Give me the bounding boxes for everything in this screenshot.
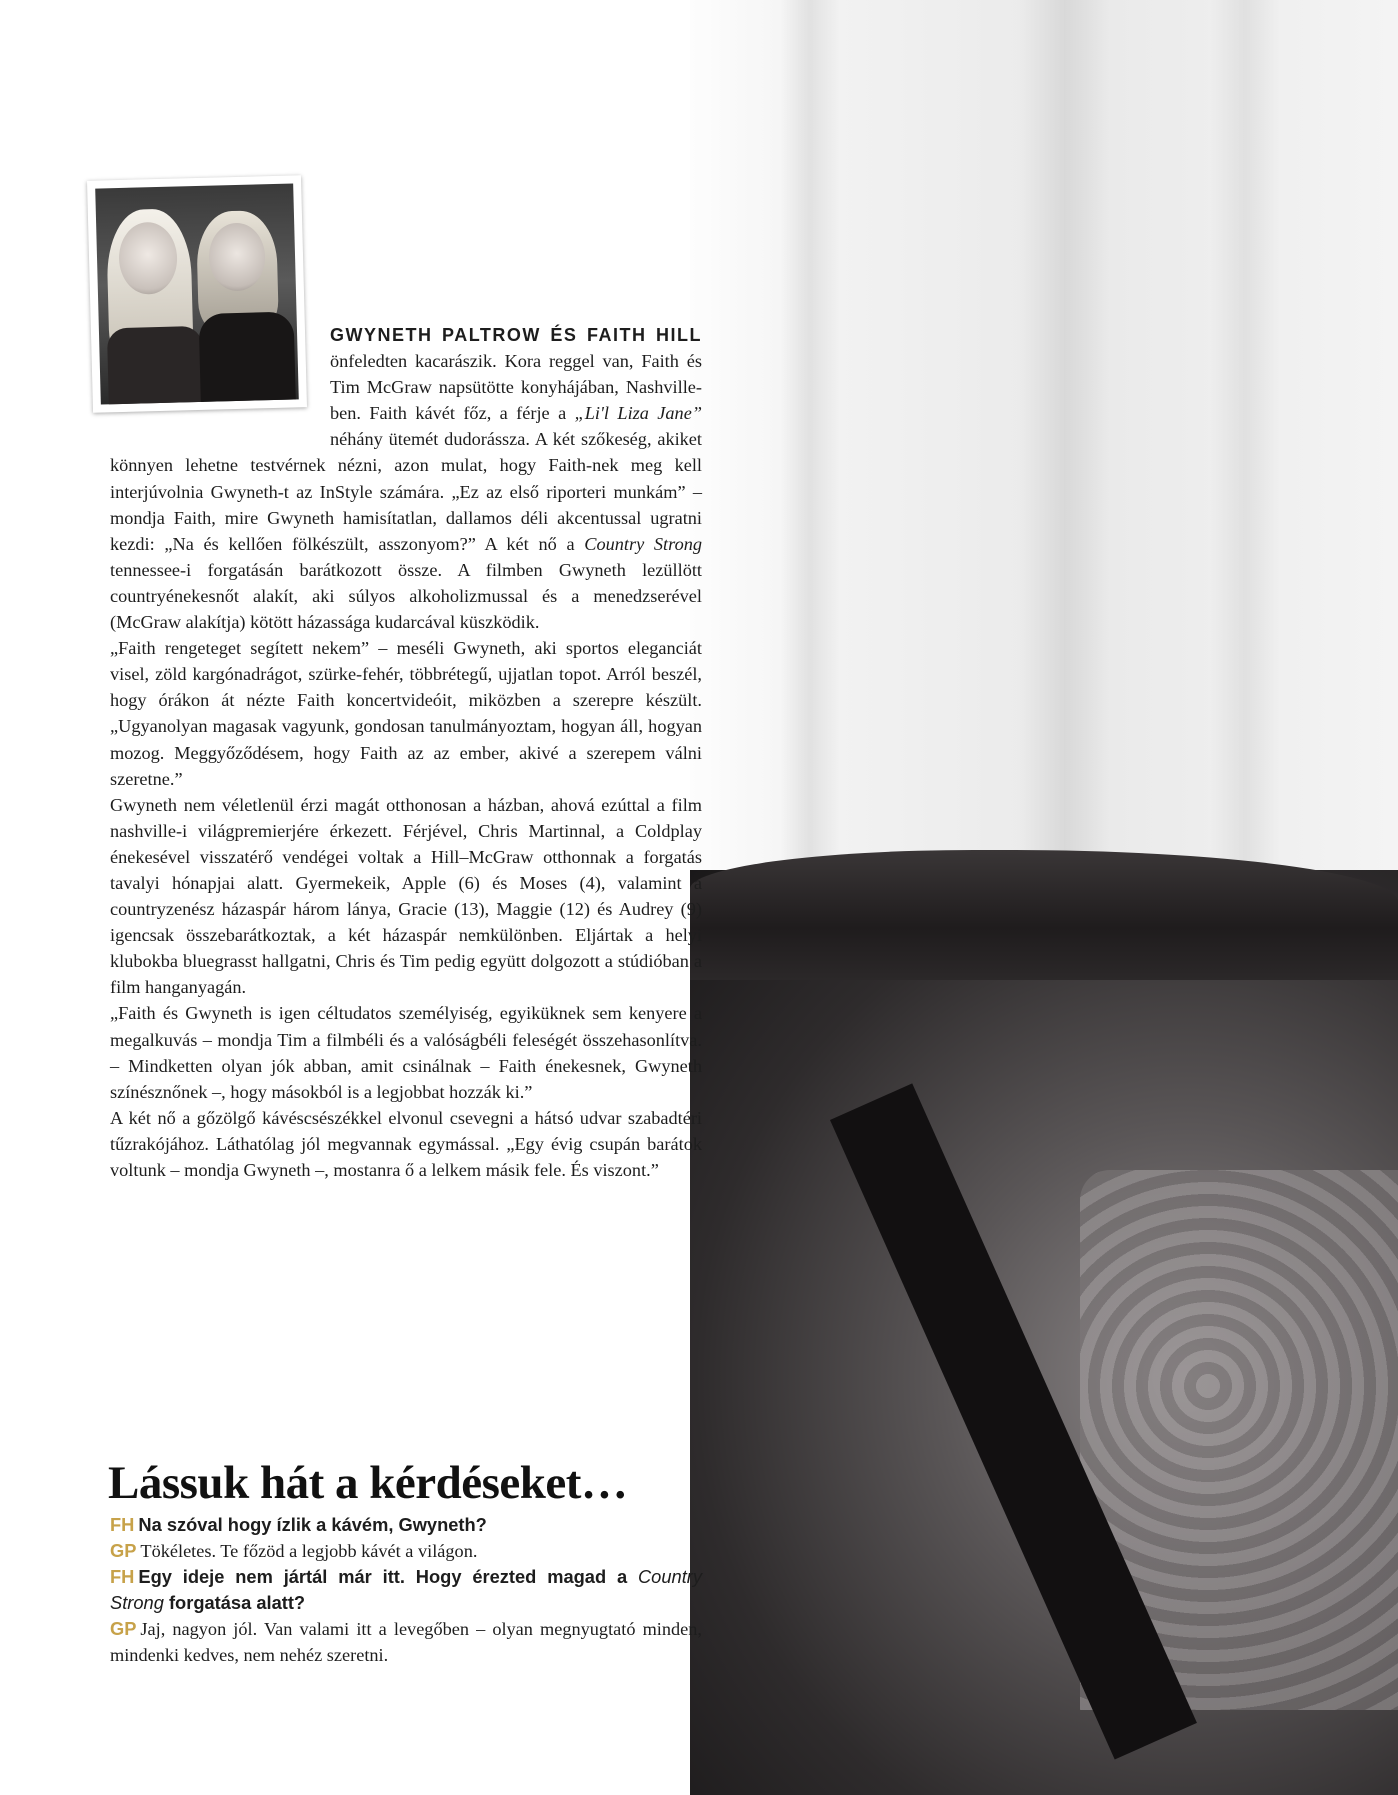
qa-answer [110, 1616, 702, 1668]
film-title: Country Strong [584, 533, 702, 554]
text-run: önfeledten kacarászik. Kora reggel van, Faith és Tim McGraw napsütötte konyhájában, Nashville-ben. Faith kávét főz, a férje a [330, 351, 702, 424]
text-run: forgatása alatt? [163, 1592, 306, 1613]
answer-text: Jaj, nagyon jól. Van valami itt a levegőben – olyan megnyugtató minden, mindenki kedves, nem nehéz szeretni. [110, 1619, 702, 1665]
curtain-fold [780, 0, 840, 870]
qa-section [110, 1512, 702, 1668]
article-body [110, 322, 702, 1183]
song-title: „Li'l Liza Jane” [574, 403, 702, 424]
qa-question [110, 1564, 702, 1616]
fh-tag: FH [110, 1514, 135, 1535]
article-paragraph-4: „Faith és Gwyneth is igen céltudatos személyiség, egyiküknek sem kenyere a megalkuvás – mondja Tim a filmbéli és a valóságbéli feleségét összehasonlítva. – Mindketten olyan jók abban, amit csinálnak – Faith énekesnek, Gwyneth színésznőnek –, hogy másokból is a legjobbat hozzák ki.” [110, 1003, 702, 1102]
article-kicker: GWYNETH PALTROW ÉS FAITH HILL [330, 325, 702, 345]
text-run: néhány ütemét dudorássza. A két szőkeség, akiket könnyen lehetne testvérnek nézni, azon mulat, hogy Faith-nek meg kell interjúvolnia Gwyneth-t az InStyle számára. „Ez az első riporteri munkám” – mondja Faith, mire Gwyneth hamisítatlan, dallamos déli akcentussal ugratni kezdi: „Na és kellően fölkészült, asszonyom?” A két nő a [110, 429, 702, 554]
question-text [110, 1566, 702, 1613]
qa-question [110, 1512, 702, 1538]
curtain-fold [1020, 0, 1110, 870]
qa-answer [110, 1538, 702, 1564]
inset-photo-spacer [110, 322, 330, 452]
dress-top-edge [690, 850, 1398, 980]
curtain-fold [1210, 0, 1280, 870]
gp-tag: GP [110, 1540, 137, 1561]
text-run: Egy ideje nem jártál már itt. Hogy érezted magad a [138, 1566, 638, 1587]
article-paragraph-5: A két nő a gőzölgő kávéscsészékkel elvonul csevegni a hátsó udvar szabadtéri tűzrakójához. Láthatólag jól megvannak egymással. „Egy évig csupán barátok voltunk – mondja Gwyneth –, mostanra ő a lelkem másik fele. És viszont.” [110, 1107, 702, 1180]
film-title: Country Strong [110, 1566, 702, 1613]
answer-text: Tökéletes. Te főzöd a legjobb kávét a világon. [140, 1541, 478, 1561]
article-paragraph-2: „Faith rengeteget segített nekem” – meséli Gwyneth, aki sportos eleganciát visel, zöld kargónadrágot, szürke-fehér, többrétegű, ujjatlan topot. Arról beszél, hogy órákon át nézte Faith koncertvideóit, miközben a szerepre készült. „Ugyanolyan magasak vagyunk, gondosan tanulmányoztam, hogyan áll, hogyan mozog. Meggyőződésem, hogy Faith az az ember, akivé a szerepem válni szeretne.” [110, 638, 702, 789]
question-text: Na szóval hogy ízlik a kávém, Gwyneth? [138, 1514, 487, 1535]
text-run: tennessee-i forgatásán barátkozott össze. A filmben Gwyneth lezüllött countryénekesnőt alakít, aki súlyos alkoholizmussal és a menedzserével (McGraw alakítja) kötött házassága kudarcával küszködik. [110, 559, 702, 633]
qa-heading: Lássuk hát a kérdéseket… [108, 1457, 628, 1509]
article-paragraph-3: Gwyneth nem véletlenül érzi magát otthonosan a házban, ahová ezúttal a film nashville-i világpremierjére érkezett. Férjével, Chris Martinnal, a Coldplay énekesével visszatérő vendégei voltak a Hill–McGraw otthonnak a forgatás tavalyi hónapjai alatt. Gyermekeik, Apple (6) és Moses (4), valamint a countryzenész házaspár három lánya, Gracie (13), Maggie (12) és Audrey (9) igencsak összebarátkoztak, a két házaspár nemkülönben. Eljártak a helyi klubokba bluegrasst hallgatni, Chris és Tim pedig együtt dolgozott a stúdióban a film hanganyagán. [110, 794, 702, 998]
fh-tag: FH [110, 1566, 135, 1587]
gp-tag: GP [110, 1618, 137, 1639]
hero-photo [690, 0, 1398, 1795]
